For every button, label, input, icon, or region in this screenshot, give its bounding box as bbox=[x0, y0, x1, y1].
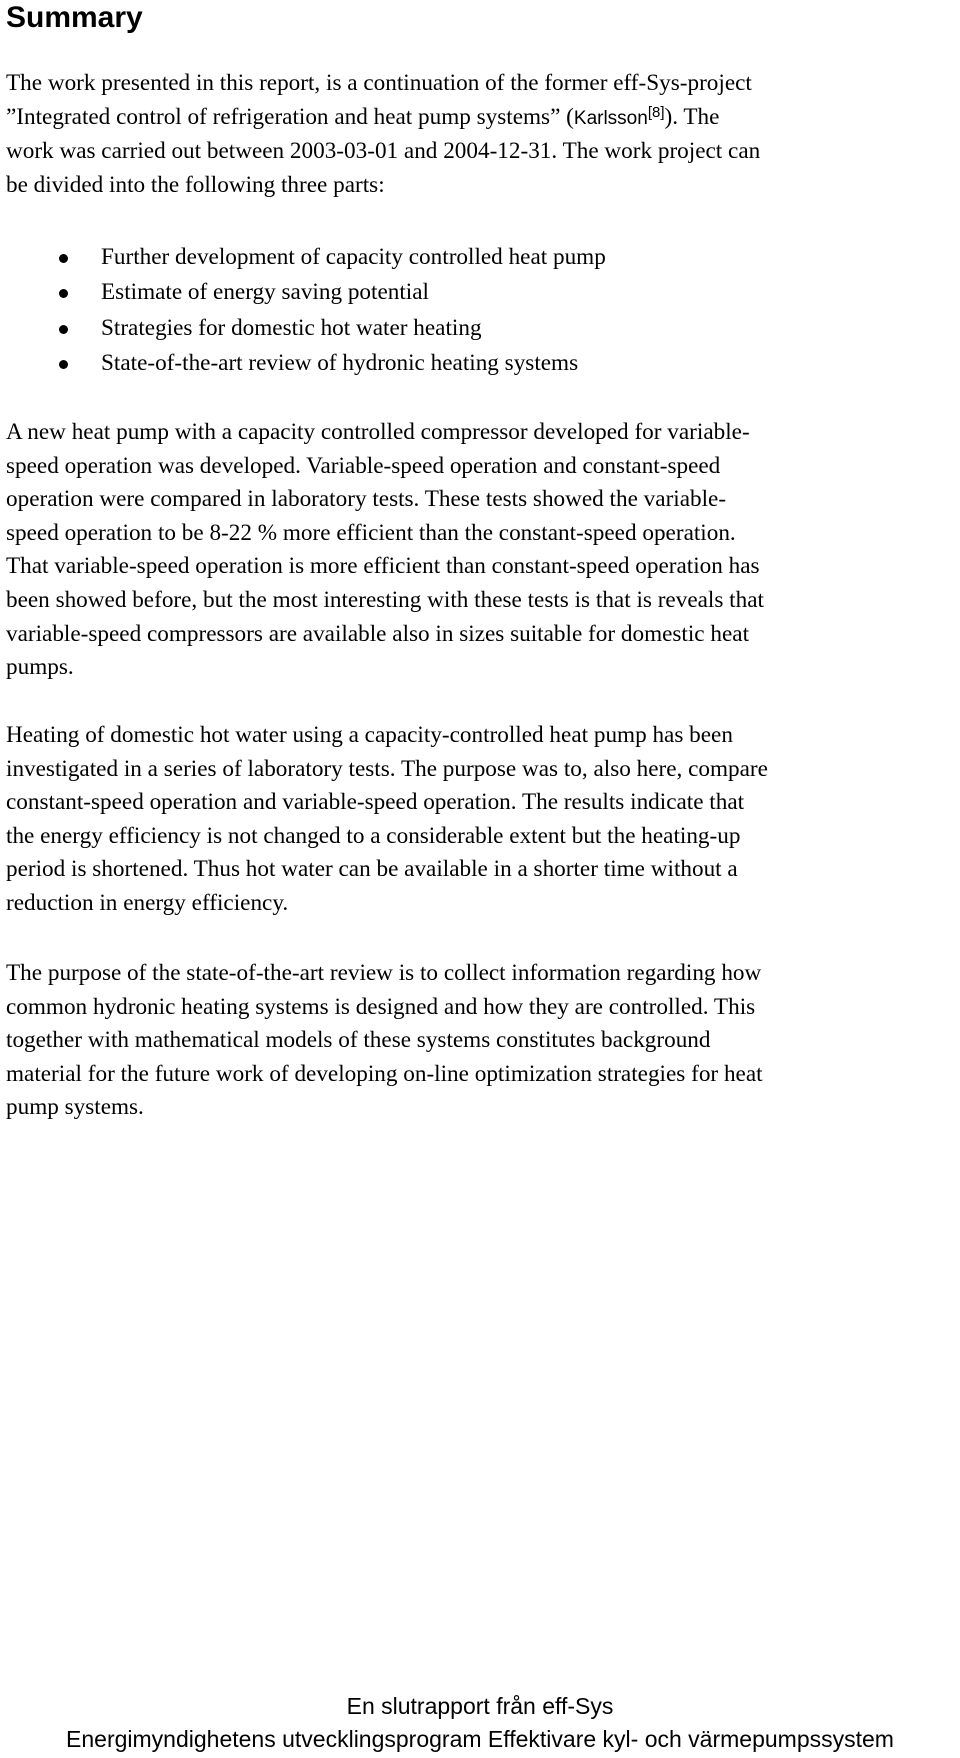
paragraph-line: speed operation was developed. Variable-speed operation and constant-speed bbox=[6, 452, 721, 479]
bullet-icon bbox=[59, 289, 68, 298]
page-title: Summary bbox=[6, 1, 143, 34]
paragraph-line: investigated in a series of laboratory tests. The purpose was to, also here, compare bbox=[6, 755, 768, 782]
intro-line: The work presented in this report, is a continuation of the former eff-Sys-project bbox=[6, 70, 752, 96]
paragraph-line: common hydronic heating systems is designed and how they are controlled. This bbox=[6, 993, 756, 1020]
list-item bbox=[0, 240, 606, 275]
intro-line: be divided into the following three parts: bbox=[6, 171, 385, 198]
citation bbox=[573, 103, 665, 129]
paragraph-line: reduction in energy efficiency. bbox=[6, 889, 289, 916]
list-item-label: Strategies for domestic hot water heating bbox=[101, 314, 482, 341]
paragraph-line: The purpose of the state-of-the-art review is to collect information regarding how bbox=[6, 960, 762, 986]
footer-report-title: En slutrapport från eff-Sys bbox=[346, 1693, 614, 1719]
list-item-label: Further development of capacity controlled heat pump bbox=[101, 244, 606, 270]
footer-program-name: Energimyndighetens utvecklingsprogram Effektivare kyl- och värmepumpssystem bbox=[66, 1726, 894, 1752]
citation-ref: [8] bbox=[647, 103, 665, 121]
bullet-icon bbox=[59, 254, 68, 263]
body-paragraph bbox=[6, 957, 951, 1125]
paragraph-line: constant-speed operation and variable-speed operation. The results indicate that bbox=[6, 789, 745, 816]
paragraph-line: A new heat pump with a capacity controlled compressor developed for variable- bbox=[6, 419, 750, 445]
paragraph-line: pump systems. bbox=[6, 1094, 144, 1121]
paragraph-line: operation were compared in laboratory tests. These tests showed the variable- bbox=[6, 486, 727, 513]
intro-line-end: ). The bbox=[664, 103, 720, 130]
bullet-icon bbox=[59, 360, 68, 369]
paragraph-line: That variable-speed operation is more efficient than constant-speed operation has bbox=[6, 553, 760, 580]
intro-line-start: ”Integrated control of refrigeration and heat pump systems” ( bbox=[6, 103, 574, 130]
list-item-label: State-of-the-art review of hydronic heating systems bbox=[101, 349, 579, 376]
paragraph-line: material for the future work of developing on-line optimization strategies for heat bbox=[6, 1060, 763, 1087]
paragraph-line: variable-speed compressors are available also in sizes suitable for domestic heat bbox=[6, 620, 750, 647]
paragraph-line: period is shortened. Thus hot water can be available in a shorter time without a bbox=[6, 856, 738, 883]
list-item-label: Estimate of energy saving potential bbox=[101, 279, 429, 306]
body-paragraph bbox=[6, 416, 951, 685]
citation-author: Karlsson bbox=[573, 107, 648, 129]
paragraph-line: been showed before, but the most interesting with these tests is that is reveals that bbox=[6, 586, 764, 613]
list-item bbox=[0, 346, 606, 381]
intro-line: work was carried out between 2003-03-01 and 2004-12-31. The work project can bbox=[6, 138, 761, 165]
paragraph-line: the energy efficiency is not changed to a considerable extent but the heating-up bbox=[6, 822, 741, 849]
paragraph-line: pumps. bbox=[6, 654, 74, 681]
intro-line bbox=[6, 101, 951, 136]
paragraph-line: together with mathematical models of these systems constitutes background bbox=[6, 1027, 711, 1054]
bullet-icon bbox=[59, 325, 68, 334]
list-item bbox=[0, 275, 606, 310]
paragraph-line: speed operation to be 8-22 % more efficient than the constant-speed operation. bbox=[6, 519, 736, 546]
bullet-list bbox=[0, 240, 606, 381]
paragraph-line: Heating of domestic hot water using a capacity-controlled heat pump has been bbox=[6, 722, 733, 748]
intro-paragraph bbox=[6, 67, 951, 202]
body-paragraph bbox=[6, 719, 951, 921]
list-item bbox=[0, 311, 606, 346]
